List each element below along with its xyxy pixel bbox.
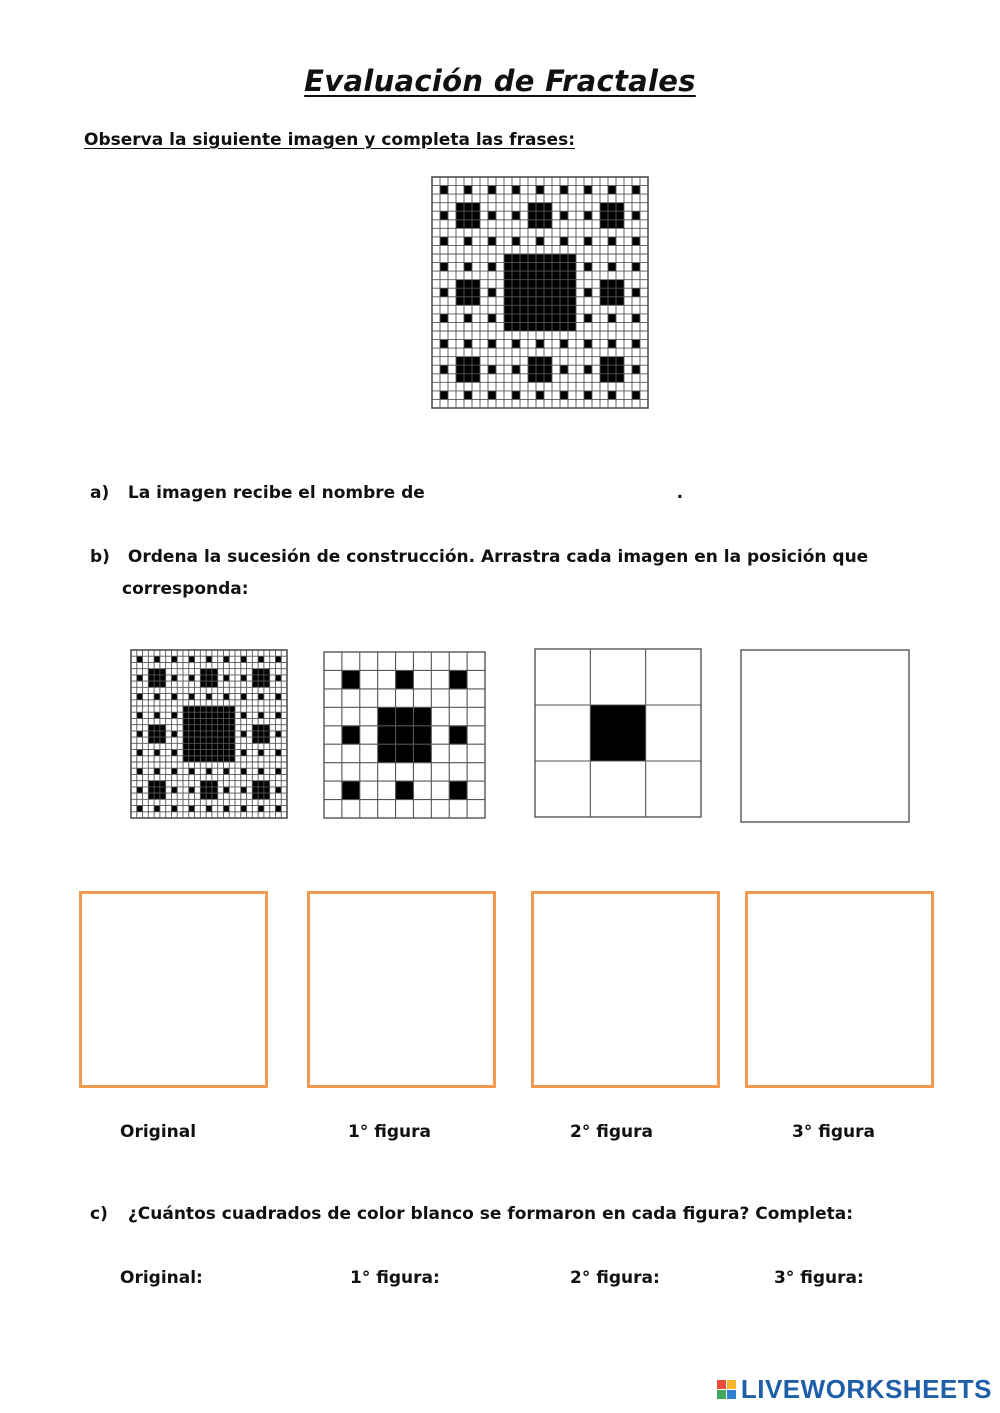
fractal-black-square	[342, 726, 360, 744]
fractal-black-square	[456, 203, 480, 229]
count-label-original: Original:	[120, 1268, 203, 1288]
question-a-period: .	[676, 483, 684, 503]
fractal-black-square	[154, 768, 160, 774]
fractal-black-square	[241, 656, 247, 662]
fractal-black-square	[241, 731, 247, 737]
fractal-black-square	[512, 340, 520, 349]
question-b-text-line2: corresponda:	[122, 579, 249, 599]
fractal-black-square	[241, 675, 247, 681]
fractal-black-square	[206, 768, 212, 774]
draggable-figure-1[interactable]	[129, 648, 289, 820]
fractal-black-square	[189, 806, 195, 812]
fractal-black-square	[632, 237, 640, 246]
drop-label-figure-1: 1° figura	[348, 1122, 431, 1142]
fractal-black-square	[171, 675, 177, 681]
fractal-black-square	[137, 675, 143, 681]
fractal-black-square	[275, 694, 281, 700]
fractal-black-square	[275, 806, 281, 812]
fractal-black-square	[488, 340, 496, 349]
fractal-black-square	[560, 365, 568, 374]
fractal-black-square	[396, 670, 414, 688]
fractal-black-square	[241, 712, 247, 718]
fractal-black-square	[137, 712, 143, 718]
fractal-black-square	[148, 781, 165, 800]
fractal-black-square	[183, 706, 235, 762]
fractal-black-square	[137, 806, 143, 812]
fractal-black-square	[536, 237, 544, 246]
fractal-black-square	[584, 314, 592, 323]
fractal-black-square	[189, 694, 195, 700]
fractal-black-square	[488, 288, 496, 297]
question-b	[90, 541, 868, 605]
count-input-figure-2[interactable]	[674, 1264, 764, 1290]
count-label-figure-2: 2° figura:	[570, 1268, 660, 1288]
fractal-black-square	[632, 340, 640, 349]
count-input-figure-1[interactable]	[456, 1264, 556, 1290]
fractal-black-square	[148, 725, 165, 744]
fractal-black-square	[456, 357, 480, 383]
question-b-label: b)	[90, 547, 110, 567]
drop-zone-figure-1[interactable]	[307, 891, 496, 1088]
fractal-black-square	[440, 340, 448, 349]
fractal-black-square	[275, 656, 281, 662]
fractal-black-square	[528, 203, 552, 229]
fractal-black-square	[171, 656, 177, 662]
fractal-black-square	[189, 768, 195, 774]
fractal-black-square	[464, 391, 472, 400]
fractal-main-svg	[430, 175, 650, 410]
fractal-black-square	[632, 365, 640, 374]
fractal-black-square	[154, 806, 160, 812]
fractal-black-square	[590, 705, 645, 761]
fractal-black-square	[464, 340, 472, 349]
fractal-black-square	[600, 280, 624, 306]
question-a	[90, 477, 683, 509]
draggable-figure-4[interactable]	[739, 648, 911, 824]
fractal-black-square	[632, 391, 640, 400]
fractal-black-square	[396, 781, 414, 799]
fractal-black-square	[440, 288, 448, 297]
fractal-black-square	[258, 694, 264, 700]
fractal-black-square	[137, 787, 143, 793]
fractal-black-square	[584, 211, 592, 220]
fractal-black-square	[608, 314, 616, 323]
fractal-black-square	[189, 675, 195, 681]
fractal-black-square	[154, 750, 160, 756]
fractal-black-square	[584, 391, 592, 400]
fractal-black-square	[584, 237, 592, 246]
drop-zone-figure-2[interactable]	[531, 891, 720, 1088]
fractal-black-square	[584, 288, 592, 297]
question-c-label: c)	[90, 1204, 108, 1224]
fractal-black-square	[440, 237, 448, 246]
fractal-option-4-svg	[739, 648, 911, 824]
fractal-black-square	[258, 656, 264, 662]
fractal-black-square	[258, 750, 264, 756]
liveworksheets-logo-text: LIVEWORKSHEETS	[740, 1374, 992, 1404]
fractal-black-square	[440, 391, 448, 400]
fractal-black-square	[464, 314, 472, 323]
fractal-black-square	[275, 731, 281, 737]
fractal-black-square	[488, 186, 496, 195]
fractal-black-square	[171, 768, 177, 774]
fractal-black-square	[632, 288, 640, 297]
fractal-black-square	[600, 203, 624, 229]
fractal-black-square	[258, 806, 264, 812]
fractal-black-square	[171, 694, 177, 700]
drop-label-figure-2: 2° figura	[570, 1122, 653, 1142]
fractal-black-square	[449, 670, 467, 688]
fractal-black-square	[456, 280, 480, 306]
fractal-black-square	[488, 237, 496, 246]
fractal-black-square	[608, 237, 616, 246]
fractal-black-square	[440, 365, 448, 374]
fractal-black-square	[584, 365, 592, 374]
question-c-text: ¿Cuántos cuadrados de color blanco se formaron en cada figura? Completa:	[127, 1204, 854, 1224]
fractal-black-square	[275, 750, 281, 756]
drop-zone-figure-3[interactable]	[745, 891, 934, 1088]
fractal-black-square	[137, 656, 143, 662]
answer-a-input[interactable]	[431, 483, 671, 503]
fractal-black-square	[600, 357, 624, 383]
fractal-black-square	[512, 211, 520, 220]
count-input-original[interactable]	[210, 1264, 320, 1290]
fractal-black-square	[171, 787, 177, 793]
fractal-black-square	[275, 712, 281, 718]
fractal-black-square	[342, 670, 360, 688]
fractal-black-square	[464, 237, 472, 246]
fractal-black-square	[241, 806, 247, 812]
fractal-black-square	[608, 340, 616, 349]
fractal-black-square	[488, 391, 496, 400]
fractal-black-square	[223, 768, 229, 774]
fractal-black-square	[206, 694, 212, 700]
count-label-figure-3: 3° figura:	[774, 1268, 864, 1288]
fractal-black-square	[608, 391, 616, 400]
fractal-black-square	[536, 186, 544, 195]
fractal-black-square	[440, 211, 448, 220]
fractal-black-square	[154, 656, 160, 662]
fractal-black-square	[512, 365, 520, 374]
question-b-text-line1: Ordena la sucesión de construcción. Arrastra cada imagen en la posición que	[127, 547, 869, 567]
fractal-black-square	[512, 391, 520, 400]
fractal-black-square	[223, 787, 229, 793]
fractal-black-square	[449, 781, 467, 799]
fractal-black-square	[584, 340, 592, 349]
fractal-black-square	[137, 768, 143, 774]
fractal-black-square	[584, 186, 592, 195]
fractal-black-square	[608, 263, 616, 272]
question-a-text: La imagen recibe el nombre de	[127, 483, 425, 503]
fractal-black-square	[512, 186, 520, 195]
fractal-black-square	[488, 314, 496, 323]
fractal-black-square	[171, 750, 177, 756]
fractal-black-square	[560, 211, 568, 220]
fractal-black-square	[258, 712, 264, 718]
count-input-figure-3[interactable]	[880, 1264, 970, 1290]
fractal-black-square	[488, 365, 496, 374]
fractal-black-square	[275, 787, 281, 793]
fractal-black-square	[632, 263, 640, 272]
fractal-black-square	[223, 675, 229, 681]
fractal-black-square	[241, 694, 247, 700]
fractal-option-1-svg	[129, 648, 289, 820]
fractal-black-square	[275, 768, 281, 774]
drop-label-figure-3: 3° figura	[792, 1122, 875, 1142]
fractal-black-square	[200, 669, 217, 688]
fractal-black-square	[632, 314, 640, 323]
fractal-black-square	[536, 391, 544, 400]
fractal-black-square	[528, 357, 552, 383]
fractal-black-square	[275, 675, 281, 681]
fractal-black-square	[171, 731, 177, 737]
fractal-black-square	[241, 787, 247, 793]
instruction-text: Observa la siguiente imagen y completa las frases:	[84, 130, 575, 150]
fractal-black-square	[137, 750, 143, 756]
fractal-black-square	[504, 254, 576, 331]
fractal-black-square	[223, 694, 229, 700]
fractal-black-square	[632, 211, 640, 220]
fractal-black-square	[488, 211, 496, 220]
fractal-black-square	[189, 787, 195, 793]
fractal-black-square	[440, 263, 448, 272]
drop-label-original: Original	[120, 1122, 197, 1142]
fractal-black-square	[258, 768, 264, 774]
fractal-black-square	[171, 806, 177, 812]
fractal-black-square	[171, 712, 177, 718]
fractal-black-square	[206, 656, 212, 662]
liveworksheets-logo	[717, 1374, 992, 1405]
fractal-black-square	[241, 768, 247, 774]
fractal-black-square	[200, 781, 217, 800]
fractal-black-square	[241, 750, 247, 756]
question-c	[90, 1198, 853, 1230]
fractal-black-square	[584, 263, 592, 272]
fractal-black-square	[536, 340, 544, 349]
fractal-black-square	[154, 694, 160, 700]
main-fractal-figure	[430, 175, 650, 410]
fractal-black-square	[252, 725, 269, 744]
fractal-black-square	[488, 263, 496, 272]
fractal-option-3-svg	[533, 647, 703, 819]
fractal-black-square	[632, 186, 640, 195]
fractal-black-square	[148, 669, 165, 688]
fractal-black-square	[560, 391, 568, 400]
fractal-black-square	[378, 707, 432, 762]
fractal-option-2-svg	[322, 650, 487, 820]
fractal-black-square	[252, 781, 269, 800]
fractal-black-square	[137, 694, 143, 700]
fractal-black-square	[560, 186, 568, 195]
fractal-black-square	[223, 806, 229, 812]
fractal-black-square	[440, 186, 448, 195]
fractal-black-square	[206, 806, 212, 812]
question-a-label: a)	[90, 483, 110, 503]
draggable-figure-2[interactable]	[322, 650, 487, 820]
fractal-black-square	[252, 669, 269, 688]
fractal-black-square	[512, 237, 520, 246]
fractal-black-square	[223, 656, 229, 662]
fractal-black-square	[342, 781, 360, 799]
fractal-black-square	[154, 712, 160, 718]
count-label-figure-1: 1° figura:	[350, 1268, 440, 1288]
fractal-black-square	[449, 726, 467, 744]
fractal-black-square	[464, 263, 472, 272]
drop-zone-original[interactable]	[79, 891, 268, 1088]
fractal-black-square	[440, 314, 448, 323]
fractal-black-square	[608, 186, 616, 195]
draggable-figure-3[interactable]	[533, 647, 703, 819]
fractal-black-square	[560, 237, 568, 246]
fractal-black-square	[137, 731, 143, 737]
fractal-black-square	[189, 656, 195, 662]
fractal-black-square	[560, 340, 568, 349]
liveworksheets-logo-icon	[717, 1380, 737, 1400]
page-title: Evaluación de Fractales	[304, 64, 696, 98]
fractal-black-square	[464, 186, 472, 195]
